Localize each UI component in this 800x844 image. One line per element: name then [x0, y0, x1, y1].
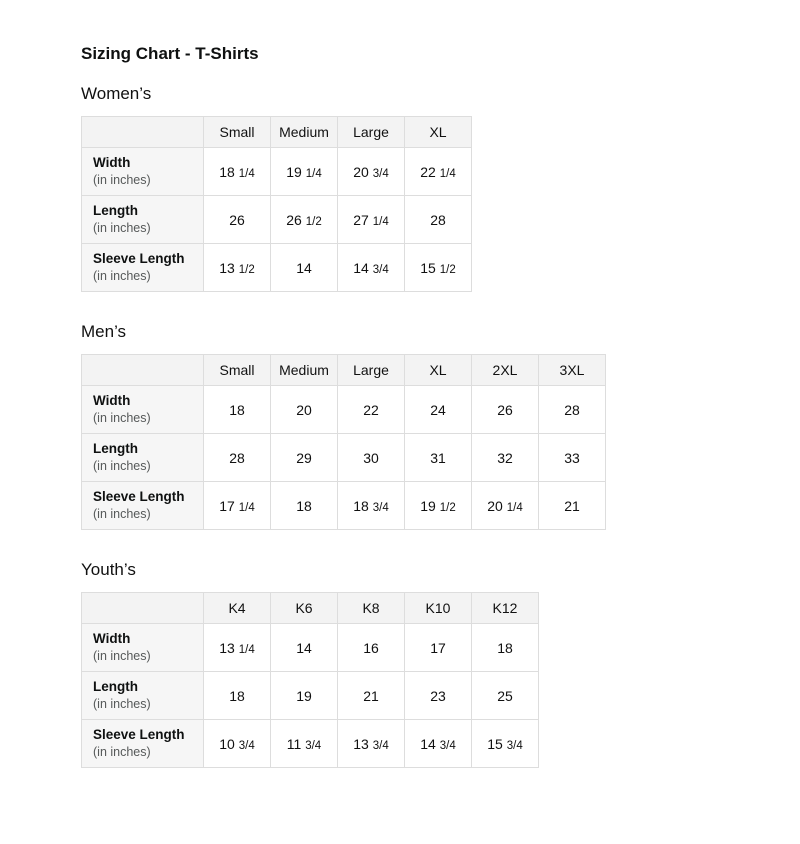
value-cell: 20 3/4: [338, 148, 405, 196]
header-row: [82, 117, 472, 148]
value-cell: 11 3/4: [271, 720, 338, 768]
row-label-cell: [82, 386, 204, 434]
fraction: 3/4: [372, 263, 389, 276]
row-sublabel: (in inches): [93, 459, 151, 473]
value-cell: 13 3/4: [338, 720, 405, 768]
fraction: 1/4: [238, 501, 255, 514]
value-cell: 19 1/2: [405, 482, 472, 530]
value-cell: 26: [472, 386, 539, 434]
value-cell: 22 1/4: [405, 148, 472, 196]
value-cell: 18: [271, 482, 338, 530]
value-cell: 14: [271, 624, 338, 672]
column-header: K8: [338, 593, 405, 624]
fraction: 1/4: [305, 167, 322, 180]
value-cell: 24: [405, 386, 472, 434]
value-cell: 14 3/4: [338, 244, 405, 292]
table-row: [82, 720, 539, 768]
value-cell: 10 3/4: [204, 720, 271, 768]
mens-sizing-table: [81, 354, 606, 530]
fraction: 3/4: [305, 739, 322, 752]
value-cell: 16: [338, 624, 405, 672]
page-title: Sizing Chart - T-Shirts: [81, 44, 259, 63]
value-cell: 18: [472, 624, 539, 672]
table-row: [82, 386, 606, 434]
row-label-cell: [82, 196, 204, 244]
value-cell: 14 3/4: [405, 720, 472, 768]
row-label-cell: [82, 148, 204, 196]
column-header: Large: [338, 355, 405, 386]
column-header: Small: [204, 355, 271, 386]
value-cell: 19: [271, 672, 338, 720]
value-cell: 28: [405, 196, 472, 244]
value-cell: 27 1/4: [338, 196, 405, 244]
value-cell: 26: [204, 196, 271, 244]
column-header: K10: [405, 593, 472, 624]
table-row: [82, 196, 472, 244]
row-label-cell: [82, 672, 204, 720]
value-cell: 28: [204, 434, 271, 482]
sizing-chart-page: [0, 44, 800, 768]
value-cell: 25: [472, 672, 539, 720]
section-heading-womens: Women’s: [81, 84, 152, 103]
row-label: Sleeve Length: [93, 727, 185, 742]
column-header: Large: [338, 117, 405, 148]
value-cell: 28: [539, 386, 606, 434]
corner-cell: [82, 355, 204, 386]
column-header: Small: [204, 117, 271, 148]
header-row: [82, 593, 539, 624]
value-cell: 13 1/4: [204, 624, 271, 672]
fraction: 3/4: [372, 739, 389, 752]
value-cell: 18: [204, 672, 271, 720]
value-cell: 33: [539, 434, 606, 482]
row-label: Width: [93, 155, 131, 170]
value-cell: 30: [338, 434, 405, 482]
fraction: 1/4: [372, 215, 389, 228]
row-sublabel: (in inches): [93, 269, 151, 283]
row-label: Sleeve Length: [93, 251, 185, 266]
column-header: 3XL: [539, 355, 606, 386]
value-cell: 21: [539, 482, 606, 530]
section-heading-mens: Men’s: [81, 322, 127, 341]
value-cell: 26 1/2: [271, 196, 338, 244]
column-header: Medium: [271, 355, 338, 386]
fraction: 3/4: [238, 739, 255, 752]
value-cell: 18: [204, 386, 271, 434]
fraction: 1/4: [238, 643, 255, 656]
column-header: K6: [271, 593, 338, 624]
value-cell: 15 3/4: [472, 720, 539, 768]
fraction: 1/2: [439, 501, 456, 514]
row-label: Length: [93, 441, 138, 456]
column-header: XL: [405, 355, 472, 386]
column-header: Medium: [271, 117, 338, 148]
fraction: 1/2: [238, 263, 255, 276]
fraction: 3/4: [439, 739, 456, 752]
column-header: XL: [405, 117, 472, 148]
row-sublabel: (in inches): [93, 411, 151, 425]
row-label: Length: [93, 203, 138, 218]
row-sublabel: (in inches): [93, 745, 151, 759]
row-sublabel: (in inches): [93, 697, 151, 711]
value-cell: 17 1/4: [204, 482, 271, 530]
value-cell: 31: [405, 434, 472, 482]
row-label-cell: [82, 244, 204, 292]
fraction: 1/2: [305, 215, 322, 228]
fraction: 1/4: [506, 501, 523, 514]
row-sublabel: (in inches): [93, 649, 151, 663]
table-row: [82, 672, 539, 720]
value-cell: 21: [338, 672, 405, 720]
table-row: [82, 624, 539, 672]
value-cell: 22: [338, 386, 405, 434]
row-label: Sleeve Length: [93, 489, 185, 504]
value-cell: 29: [271, 434, 338, 482]
row-label-cell: [82, 482, 204, 530]
fraction: 1/4: [238, 167, 255, 180]
header-row: [82, 355, 606, 386]
value-cell: 14: [271, 244, 338, 292]
table-row: [82, 244, 472, 292]
row-sublabel: (in inches): [93, 507, 151, 521]
table-row: [82, 482, 606, 530]
value-cell: 20 1/4: [472, 482, 539, 530]
column-header: K12: [472, 593, 539, 624]
row-label: Width: [93, 393, 131, 408]
value-cell: 20: [271, 386, 338, 434]
row-label-cell: [82, 434, 204, 482]
value-cell: 18 3/4: [338, 482, 405, 530]
row-label: Width: [93, 631, 131, 646]
corner-cell: [82, 117, 204, 148]
row-label-cell: [82, 720, 204, 768]
value-cell: 19 1/4: [271, 148, 338, 196]
row-label-cell: [82, 624, 204, 672]
row-label: Length: [93, 679, 138, 694]
fraction: 3/4: [372, 501, 389, 514]
value-cell: 15 1/2: [405, 244, 472, 292]
fraction: 1/4: [439, 167, 456, 180]
table-row: [82, 148, 472, 196]
fraction: 1/2: [439, 263, 456, 276]
fraction: 3/4: [372, 167, 389, 180]
row-sublabel: (in inches): [93, 221, 151, 235]
value-cell: 23: [405, 672, 472, 720]
corner-cell: [82, 593, 204, 624]
table-row: [82, 434, 606, 482]
fraction: 3/4: [506, 739, 523, 752]
section-heading-youths: Youth’s: [81, 560, 136, 579]
value-cell: 17: [405, 624, 472, 672]
column-header: K4: [204, 593, 271, 624]
row-sublabel: (in inches): [93, 173, 151, 187]
value-cell: 32: [472, 434, 539, 482]
column-header: 2XL: [472, 355, 539, 386]
value-cell: 13 1/2: [204, 244, 271, 292]
youths-sizing-table: [81, 592, 539, 768]
womens-sizing-table: [81, 116, 472, 292]
value-cell: 18 1/4: [204, 148, 271, 196]
